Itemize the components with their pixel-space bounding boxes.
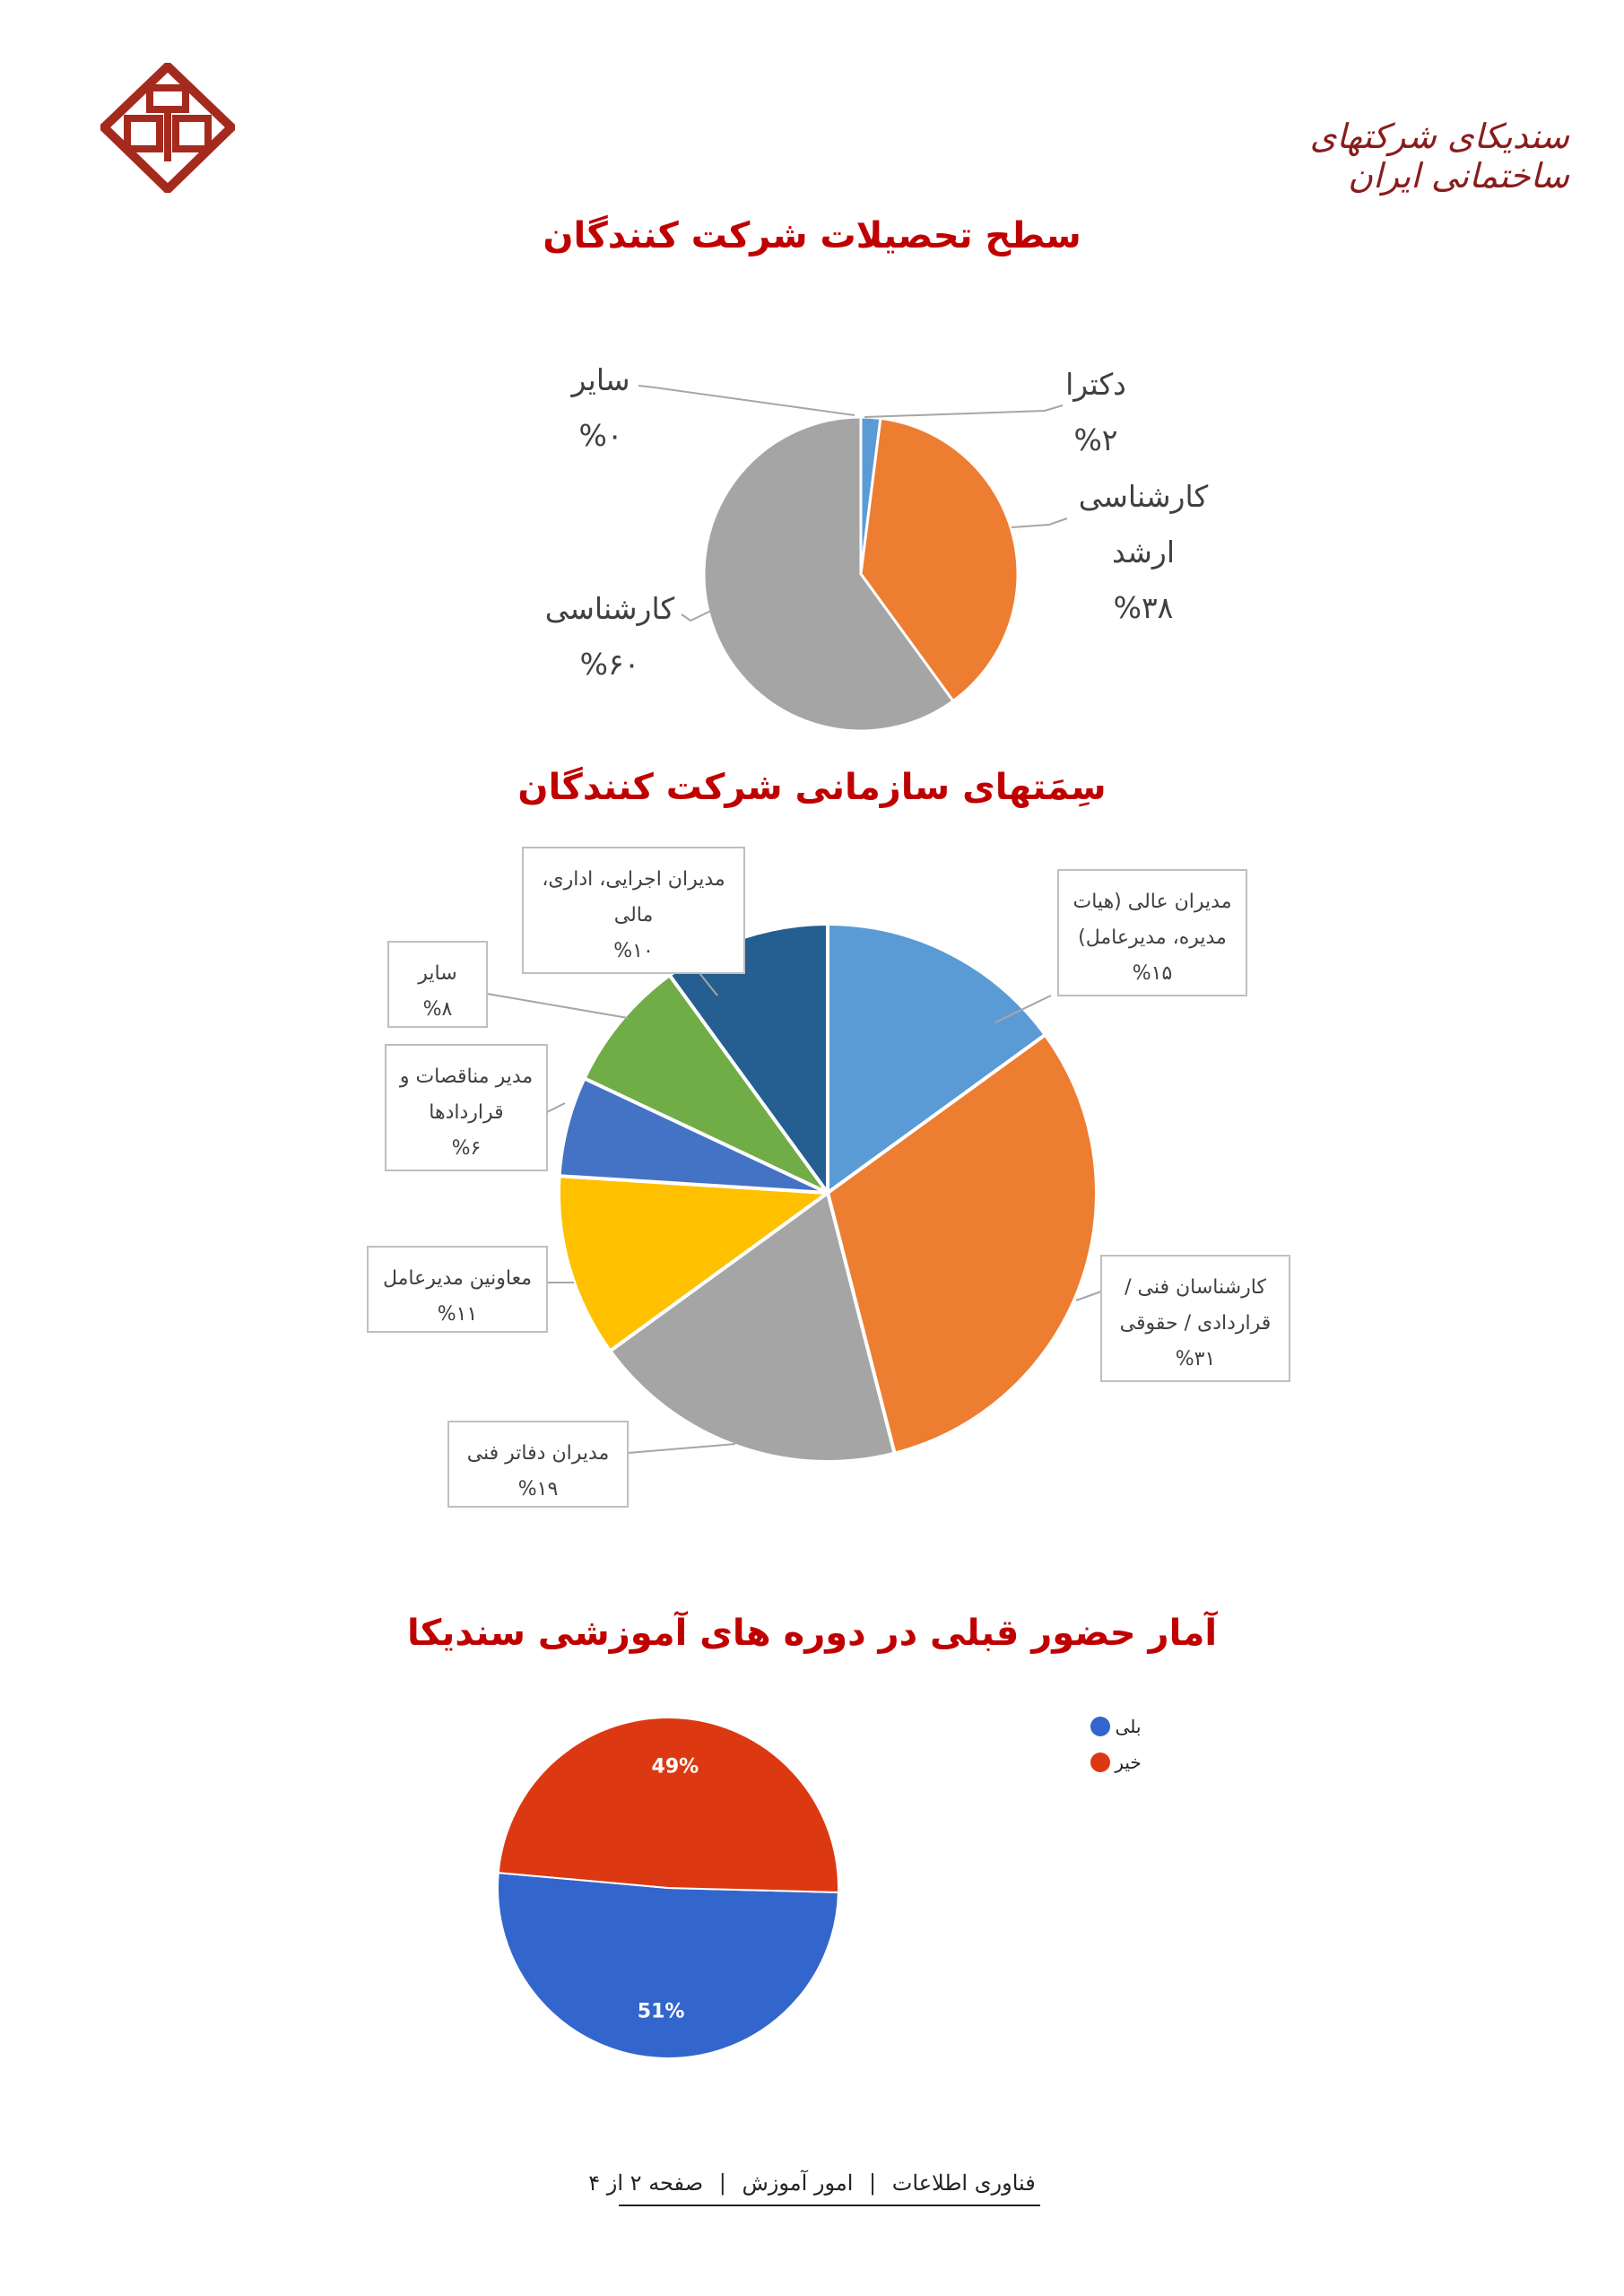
slice-label-positions-6: مدیران اجرایی، اداری، — [542, 868, 725, 891]
slice-value-education-3: %۰ — [578, 418, 623, 453]
footer-separator: | — [869, 2170, 877, 2196]
positions-pie-chart — [0, 834, 1624, 1534]
slice-value-positions-5: %۸ — [422, 998, 453, 1021]
slice-value-positions-2: %۱۹ — [517, 1478, 559, 1500]
slice-value-positions-4: %۶ — [451, 1137, 482, 1160]
slice-label-positions-4: قراردادها — [429, 1101, 504, 1124]
syndicate-logo — [100, 63, 235, 193]
attendance-pie-chart — [0, 1686, 1624, 2081]
education-chart-title: سطح تحصیلات شرکت کنندگان — [543, 215, 1081, 257]
footer-unit: امور آموزش — [742, 2170, 854, 2196]
leader-line — [864, 405, 1063, 417]
slice-label-education-1: کارشناسی — [1078, 479, 1209, 514]
slice-label-education-3: سایر — [571, 362, 630, 397]
slice-value-attendance-0: 51% — [637, 2000, 685, 2023]
footer-separator: | — [718, 2170, 726, 2196]
leader-line — [1076, 1292, 1101, 1300]
education-pie-chart — [0, 341, 1624, 735]
page-footer — [0, 2170, 1624, 2196]
slice-value-education-1: %۳۸ — [1113, 590, 1174, 625]
slice-label-education-1: ارشد — [1111, 535, 1176, 570]
footer-page-number: صفحه ۲ از ۴ — [588, 2170, 704, 2196]
slice-label-positions-4: مدیر مناقصات و — [399, 1065, 534, 1088]
leader-line — [1012, 518, 1067, 527]
slice-label-positions-5: سایر — [418, 962, 457, 985]
footer-underline — [619, 2205, 1040, 2206]
slice-value-attendance-1: 49% — [651, 1755, 699, 1779]
pie-slice-attendance-0 — [498, 1873, 838, 2058]
slice-value-positions-3: %۱۱ — [437, 1303, 478, 1326]
slice-value-education-0: %۲ — [1073, 422, 1118, 457]
legend-label-0: بلی — [1115, 1716, 1142, 1737]
attendance-chart-title: آمار حضور قبلی در دوره های آموزشی سندیکا — [406, 1613, 1218, 1654]
leader-line — [638, 386, 855, 415]
slice-value-positions-6: %۱۰ — [613, 940, 654, 962]
slice-label-positions-6: مالی — [613, 904, 654, 926]
slice-label-education-0: دکترا — [1065, 367, 1126, 402]
leader-line — [547, 1103, 565, 1112]
slice-label-positions-0: مدیره، مدیرعامل) — [1078, 926, 1227, 949]
leader-line — [628, 1444, 735, 1453]
legend-marker-1 — [1090, 1752, 1110, 1772]
slice-label-positions-1: قراردادی / حقوقی — [1119, 1312, 1272, 1335]
slice-value-education-2: %۶۰ — [579, 647, 640, 682]
slice-label-positions-1: کارشناسان فنی / — [1125, 1276, 1266, 1299]
slice-label-positions-0: مدیران عالی (هیات — [1073, 891, 1232, 913]
legend-marker-0 — [1090, 1717, 1110, 1736]
slice-label-positions-2: مدیران دفاتر فنی — [466, 1442, 610, 1465]
positions-chart-title: سِمَتهای سازمانی شرکت کنندگان — [517, 767, 1107, 808]
slice-label-positions-3: معاونین مدیرعامل — [382, 1267, 533, 1290]
leader-line — [487, 994, 628, 1018]
slice-value-positions-0: %۱۵ — [1132, 962, 1173, 985]
legend-label-1: خیر — [1115, 1752, 1142, 1773]
slice-value-positions-1: %۳۱ — [1175, 1348, 1216, 1370]
pie-slice-attendance-1 — [499, 1718, 838, 1892]
organization-name: سندیکای شرکتهای ساختمانی ایران — [1309, 117, 1569, 196]
slice-label-education-2: کارشناسی — [544, 591, 675, 626]
footer-department: فناوری اطلاعات — [891, 2170, 1036, 2196]
